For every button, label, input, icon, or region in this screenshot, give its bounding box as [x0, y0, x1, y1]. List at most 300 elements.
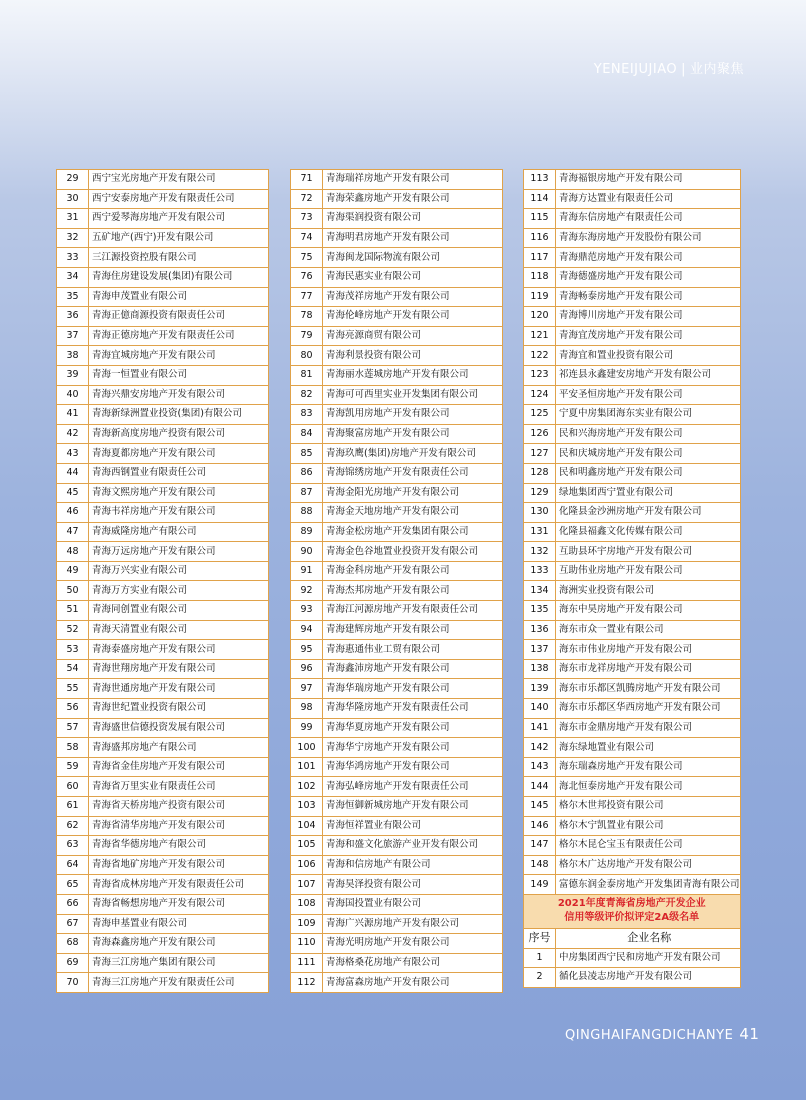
- company-name: 青海同创置业有限公司: [89, 601, 269, 621]
- table-row: [57, 326, 269, 346]
- company-name: 青海申基置业有限公司: [89, 914, 269, 934]
- footer-en: QINGHAIFANGDICHANYE: [565, 1028, 734, 1043]
- row-number: 73: [291, 209, 323, 229]
- table-row: [57, 522, 269, 542]
- table-row: [291, 424, 503, 444]
- table-row: [291, 189, 503, 209]
- table-row: [291, 503, 503, 523]
- row-number: 142: [524, 738, 556, 758]
- table-row: [524, 699, 741, 719]
- row-number: 40: [57, 385, 89, 405]
- row-number: 42: [57, 424, 89, 444]
- row-number: 39: [57, 365, 89, 385]
- table-row: [57, 170, 269, 190]
- company-name: 海北恒泰房地产开发有限公司: [556, 777, 741, 797]
- row-number: 41: [57, 405, 89, 425]
- row-number: 114: [524, 189, 556, 209]
- company-name: 青海森鑫房地产开发有限公司: [89, 934, 269, 954]
- table-row: [57, 561, 269, 581]
- company-name: 青海凯用房地产开发有限公司: [323, 405, 503, 425]
- page-header: [594, 58, 744, 77]
- company-table-1: [56, 169, 269, 993]
- row-number: 66: [57, 894, 89, 914]
- table-row: [291, 679, 503, 699]
- table-row: [57, 365, 269, 385]
- table-row: [291, 463, 503, 483]
- row-number: 88: [291, 503, 323, 523]
- company-name: 青海宜茂房地产开发有限公司: [556, 326, 741, 346]
- table-row: [291, 875, 503, 895]
- company-name: 青海金阳光房地产开发有限公司: [323, 483, 503, 503]
- company-name: 青海韦祥房地产开发有限公司: [89, 503, 269, 523]
- section-title: [524, 894, 741, 928]
- row-number: 122: [524, 346, 556, 366]
- row-number: 138: [524, 659, 556, 679]
- row-number: 91: [291, 561, 323, 581]
- row-number: 147: [524, 836, 556, 856]
- row-number: 117: [524, 248, 556, 268]
- row-number: 81: [291, 365, 323, 385]
- company-name: 格尔木昆仑宝玉有限责任公司: [556, 836, 741, 856]
- table-row: [524, 679, 741, 699]
- company-name: 青海金色谷地置业投资开发有限公司: [323, 542, 503, 562]
- row-number: 59: [57, 757, 89, 777]
- company-name: 绿地集团西宁置业有限公司: [556, 483, 741, 503]
- company-name: 格尔木广达房地产开发有限公司: [556, 855, 741, 875]
- row-number: 124: [524, 385, 556, 405]
- row-number: 44: [57, 463, 89, 483]
- table-row: [524, 968, 741, 988]
- row-number: 120: [524, 307, 556, 327]
- row-number: 125: [524, 405, 556, 425]
- company-name: 青海昊泽投资有限公司: [323, 875, 503, 895]
- row-number: 102: [291, 777, 323, 797]
- table-row: [57, 836, 269, 856]
- table-row: [524, 797, 741, 817]
- row-number: 129: [524, 483, 556, 503]
- company-name: 青海威隆房地产有限公司: [89, 522, 269, 542]
- table-row: [291, 405, 503, 425]
- row-number: 145: [524, 797, 556, 817]
- company-name: 青海瑞祥房地产开发有限公司: [323, 170, 503, 190]
- company-name: 富德东润金泰房地产开发集团青海有限公司: [556, 875, 741, 895]
- row-number: 38: [57, 346, 89, 366]
- table-row: [524, 718, 741, 738]
- row-number: 53: [57, 640, 89, 660]
- table-row: [291, 934, 503, 954]
- table-row: [291, 581, 503, 601]
- row-number: 1: [524, 948, 556, 968]
- row-number: 127: [524, 444, 556, 464]
- company-name: 青海万远房地产开发有限公司: [89, 542, 269, 562]
- table-row: [524, 405, 741, 425]
- company-table-2: [290, 169, 503, 993]
- table-row: [291, 894, 503, 914]
- company-name: 青海正德房地产开发有限责任公司: [89, 326, 269, 346]
- company-name: 青海东信房地产有限责任公司: [556, 209, 741, 229]
- row-number: 109: [291, 914, 323, 934]
- company-name: 青海世纪置业投资有限公司: [89, 699, 269, 719]
- table-row: [57, 640, 269, 660]
- company-name: 青海畅泰房地产开发有限公司: [556, 287, 741, 307]
- company-name: 民和明鑫房地产开发有限公司: [556, 463, 741, 483]
- section-header-row: [524, 928, 741, 948]
- company-name: 青海夏都房地产开发有限公司: [89, 444, 269, 464]
- table-row: [57, 797, 269, 817]
- company-name: 青海方达置业有限责任公司: [556, 189, 741, 209]
- row-number: 113: [524, 170, 556, 190]
- row-number: 63: [57, 836, 89, 856]
- table-row: [291, 914, 503, 934]
- section-title-row: [524, 894, 741, 928]
- table-row: [57, 659, 269, 679]
- table-row: [57, 542, 269, 562]
- row-number: 104: [291, 816, 323, 836]
- company-name: 青海兴鼎安房地产开发有限公司: [89, 385, 269, 405]
- row-number: 79: [291, 326, 323, 346]
- row-number: 116: [524, 228, 556, 248]
- company-name: 青海金科房地产开发有限公司: [323, 561, 503, 581]
- company-name: 海东中昊房地产开发有限公司: [556, 601, 741, 621]
- table-row: [524, 522, 741, 542]
- company-name: 青海万方实业有限公司: [89, 581, 269, 601]
- company-name: 循化县凌志房地产开发有限公司: [556, 968, 741, 988]
- table-row: [57, 738, 269, 758]
- row-number: 78: [291, 307, 323, 327]
- company-name: 青海省成林房地产开发有限责任公司: [89, 875, 269, 895]
- table-row: [291, 601, 503, 621]
- company-name: 青海和信房地产有限公司: [323, 855, 503, 875]
- table-row: [291, 365, 503, 385]
- table-row: [57, 934, 269, 954]
- row-number: 98: [291, 699, 323, 719]
- table-row: [524, 816, 741, 836]
- list-column-3: [523, 169, 741, 988]
- company-name: 青海新高度房地产投资有限公司: [89, 424, 269, 444]
- company-name: 青海玖鹰(集团)房地产开发有限公司: [323, 444, 503, 464]
- company-name: 青海世翔房地产开发有限公司: [89, 659, 269, 679]
- company-name: 平安圣恒房地产开发有限公司: [556, 385, 741, 405]
- row-number: 141: [524, 718, 556, 738]
- row-number: 33: [57, 248, 89, 268]
- table-row: [291, 640, 503, 660]
- page-footer: [565, 1025, 759, 1043]
- table-row: [57, 973, 269, 993]
- table-row: [524, 248, 741, 268]
- company-name: 青海万兴实业有限公司: [89, 561, 269, 581]
- row-number: 115: [524, 209, 556, 229]
- row-number: 82: [291, 385, 323, 405]
- table-row: [524, 601, 741, 621]
- company-name: 青海和盛文化旅游产业开发有限公司: [323, 836, 503, 856]
- table-row: [291, 228, 503, 248]
- company-name: 青海华夏房地产开发有限公司: [323, 718, 503, 738]
- row-number: 37: [57, 326, 89, 346]
- company-name: 青海省天桥房地产投资有限公司: [89, 797, 269, 817]
- table-row: [291, 620, 503, 640]
- company-name: 青海世通房地产开发有限公司: [89, 679, 269, 699]
- company-name: 青海盛邦房地产有限公司: [89, 738, 269, 758]
- company-name: 青海宜和置业投资有限公司: [556, 346, 741, 366]
- table-row: [524, 738, 741, 758]
- row-number: 110: [291, 934, 323, 954]
- company-name: 青海泰盛房地产开发有限公司: [89, 640, 269, 660]
- row-number: 62: [57, 816, 89, 836]
- row-number: 128: [524, 463, 556, 483]
- company-name: 青海德盛房地产开发有限公司: [556, 267, 741, 287]
- table-row: [291, 777, 503, 797]
- row-number: 100: [291, 738, 323, 758]
- company-name: 青海新绿洲置业投资(集团)有限公司: [89, 405, 269, 425]
- table-row: [524, 581, 741, 601]
- company-name: 海东市众一置业有限公司: [556, 620, 741, 640]
- table-row: [524, 503, 741, 523]
- company-name: 青海江河源房地产开发有限责任公司: [323, 601, 503, 621]
- company-name: 互助伟业房地产开发有限公司: [556, 561, 741, 581]
- company-name: 青海明君房地产开发有限公司: [323, 228, 503, 248]
- row-number: 136: [524, 620, 556, 640]
- row-number: 95: [291, 640, 323, 660]
- row-number: 51: [57, 601, 89, 621]
- row-number: 36: [57, 307, 89, 327]
- header-zh: 业内聚焦: [689, 62, 744, 77]
- company-name: 格尔木宁凯置业有限公司: [556, 816, 741, 836]
- row-number: 112: [291, 973, 323, 993]
- table-row: [57, 228, 269, 248]
- row-number: 139: [524, 679, 556, 699]
- company-name: 青海民惠实业有限公司: [323, 267, 503, 287]
- row-number: 64: [57, 855, 89, 875]
- row-number: 137: [524, 640, 556, 660]
- row-number: 34: [57, 267, 89, 287]
- table-row: [524, 659, 741, 679]
- table-row: [57, 189, 269, 209]
- table-row: [524, 287, 741, 307]
- column-header-name: 企业名称: [556, 928, 741, 948]
- row-number: 52: [57, 620, 89, 640]
- table-row: [57, 894, 269, 914]
- company-name: 青海博川房地产开发有限公司: [556, 307, 741, 327]
- company-name: 青海宜城房地产开发有限公司: [89, 346, 269, 366]
- company-name: 青海鑫沛房地产开发有限公司: [323, 659, 503, 679]
- company-name: 青海金天地房地产开发有限公司: [323, 503, 503, 523]
- row-number: 72: [291, 189, 323, 209]
- row-number: 31: [57, 209, 89, 229]
- table-row: [524, 561, 741, 581]
- company-name: 青海弘峰房地产开发有限责任公司: [323, 777, 503, 797]
- company-name: 青海闽龙国际物流有限公司: [323, 248, 503, 268]
- row-number: 75: [291, 248, 323, 268]
- table-row: [57, 601, 269, 621]
- table-row: [524, 365, 741, 385]
- table-row: [57, 914, 269, 934]
- table-row: [524, 875, 741, 895]
- table-row: [291, 346, 503, 366]
- row-number: 107: [291, 875, 323, 895]
- row-number: 60: [57, 777, 89, 797]
- row-number: 140: [524, 699, 556, 719]
- table-row: [57, 267, 269, 287]
- company-name: 海东市乐都区华西房地产开发有限公司: [556, 699, 741, 719]
- table-row: [57, 287, 269, 307]
- row-number: 148: [524, 855, 556, 875]
- row-number: 135: [524, 601, 556, 621]
- table-row: [524, 542, 741, 562]
- row-number: 43: [57, 444, 89, 464]
- company-name: 青海一恒置业有限公司: [89, 365, 269, 385]
- table-row: [524, 307, 741, 327]
- company-name: 民和庆城房地产开发有限公司: [556, 444, 741, 464]
- company-name: 青海利景投资有限公司: [323, 346, 503, 366]
- table-row: [524, 170, 741, 190]
- row-number: 101: [291, 757, 323, 777]
- row-number: 76: [291, 267, 323, 287]
- company-name: 青海建辉房地产开发有限公司: [323, 620, 503, 640]
- table-row: [57, 855, 269, 875]
- row-number: 61: [57, 797, 89, 817]
- company-name: 青海锦绣房地产开发有限责任公司: [323, 463, 503, 483]
- row-number: 132: [524, 542, 556, 562]
- company-name: 格尔木世邦投资有限公司: [556, 797, 741, 817]
- row-number: 119: [524, 287, 556, 307]
- row-number: 103: [291, 797, 323, 817]
- company-name: 化隆县金沙洲房地产开发有限公司: [556, 503, 741, 523]
- table-row: [57, 679, 269, 699]
- table-row: [291, 855, 503, 875]
- table-row: [57, 620, 269, 640]
- row-number: 83: [291, 405, 323, 425]
- row-number: 106: [291, 855, 323, 875]
- company-name: 青海住房建设发展(集团)有限公司: [89, 267, 269, 287]
- company-name: 中房集团西宁民和房地产开发有限公司: [556, 948, 741, 968]
- row-number: 58: [57, 738, 89, 758]
- company-name: 青海富森房地产开发有限公司: [323, 973, 503, 993]
- company-name: 青海光明房地产开发有限公司: [323, 934, 503, 954]
- row-number: 149: [524, 875, 556, 895]
- company-table-3: [523, 169, 741, 988]
- company-name: 海东市伟业房地产开发有限公司: [556, 640, 741, 660]
- company-name: 青海省万里实业有限责任公司: [89, 777, 269, 797]
- table-row: [57, 307, 269, 327]
- row-number: 74: [291, 228, 323, 248]
- row-number: 70: [57, 973, 89, 993]
- row-number: 54: [57, 659, 89, 679]
- row-number: 55: [57, 679, 89, 699]
- row-number: 96: [291, 659, 323, 679]
- row-number: 65: [57, 875, 89, 895]
- table-row: [291, 699, 503, 719]
- table-row: [57, 875, 269, 895]
- row-number: 118: [524, 267, 556, 287]
- company-name: 青海三江房地产开发有限责任公司: [89, 973, 269, 993]
- table-row: [524, 228, 741, 248]
- table-row: [291, 953, 503, 973]
- company-name: 青海省地矿房地产开发有限公司: [89, 855, 269, 875]
- row-number: 32: [57, 228, 89, 248]
- table-row: [524, 777, 741, 797]
- list-column-1: [56, 169, 269, 993]
- company-name: 西宁爱琴海房地产开发有限公司: [89, 209, 269, 229]
- company-name: 青海恒祥置业有限公司: [323, 816, 503, 836]
- table-row: [291, 561, 503, 581]
- row-number: 80: [291, 346, 323, 366]
- row-number: 69: [57, 953, 89, 973]
- company-name: 宁夏中房集团海东实业有限公司: [556, 405, 741, 425]
- table-row: [524, 463, 741, 483]
- row-number: 46: [57, 503, 89, 523]
- table-row: [291, 326, 503, 346]
- table-row: [57, 424, 269, 444]
- row-number: 105: [291, 836, 323, 856]
- row-number: 92: [291, 581, 323, 601]
- table-row: [291, 659, 503, 679]
- row-number: 84: [291, 424, 323, 444]
- company-name: 青海正億商源投资有限责任公司: [89, 307, 269, 327]
- company-name: 青海省畅想房地产开发有限公司: [89, 894, 269, 914]
- table-row: [57, 463, 269, 483]
- company-name: 青海申茂置业有限公司: [89, 287, 269, 307]
- table-row: [57, 503, 269, 523]
- row-number: 121: [524, 326, 556, 346]
- row-number: 35: [57, 287, 89, 307]
- table-row: [291, 248, 503, 268]
- row-number: 67: [57, 914, 89, 934]
- company-name: 青海省华德房地产有限公司: [89, 836, 269, 856]
- row-number: 85: [291, 444, 323, 464]
- table-row: [291, 757, 503, 777]
- row-number: 143: [524, 757, 556, 777]
- company-name: 青海福银房地产开发有限公司: [556, 170, 741, 190]
- company-name: 海东市乐都区凯腾房地产开发有限公司: [556, 679, 741, 699]
- company-name: 海东市金鼎房地产开发有限公司: [556, 718, 741, 738]
- row-number: 87: [291, 483, 323, 503]
- table-row: [524, 757, 741, 777]
- company-name: 三江源投资控股有限公司: [89, 248, 269, 268]
- company-name: 海东市龙祥房地产开发有限公司: [556, 659, 741, 679]
- table-row: [524, 483, 741, 503]
- company-name: 青海东海房地产开发股份有限公司: [556, 228, 741, 248]
- table-row: [291, 483, 503, 503]
- table-row: [291, 267, 503, 287]
- company-name: 海洲实业投资有限公司: [556, 581, 741, 601]
- row-number: 77: [291, 287, 323, 307]
- row-number: 130: [524, 503, 556, 523]
- table-row: [291, 209, 503, 229]
- row-number: 94: [291, 620, 323, 640]
- table-row: [291, 287, 503, 307]
- row-number: 133: [524, 561, 556, 581]
- column-header-no: 序号: [524, 928, 556, 948]
- company-name: 青海可可西里实业开发集团有限公司: [323, 385, 503, 405]
- row-number: 50: [57, 581, 89, 601]
- company-name: 青海省清华房地产开发有限公司: [89, 816, 269, 836]
- table-row: [291, 973, 503, 993]
- company-name: 海东瑞森房地产开发有限公司: [556, 757, 741, 777]
- company-name: 化隆县福鑫文化传媒有限公司: [556, 522, 741, 542]
- row-number: 45: [57, 483, 89, 503]
- company-name: 青海伦峰房地产开发有限公司: [323, 307, 503, 327]
- table-row: [57, 816, 269, 836]
- company-name: 海东绿地置业有限公司: [556, 738, 741, 758]
- row-number: 108: [291, 894, 323, 914]
- company-name: 西宁宝光房地产开发有限公司: [89, 170, 269, 190]
- company-name: 祁连县永鑫建安房地产开发有限公司: [556, 365, 741, 385]
- table-row: [57, 757, 269, 777]
- company-name: 西宁安泰房地产开发有限责任公司: [89, 189, 269, 209]
- table-row: [57, 346, 269, 366]
- company-name: 青海文熙房地产开发有限公司: [89, 483, 269, 503]
- table-row: [524, 209, 741, 229]
